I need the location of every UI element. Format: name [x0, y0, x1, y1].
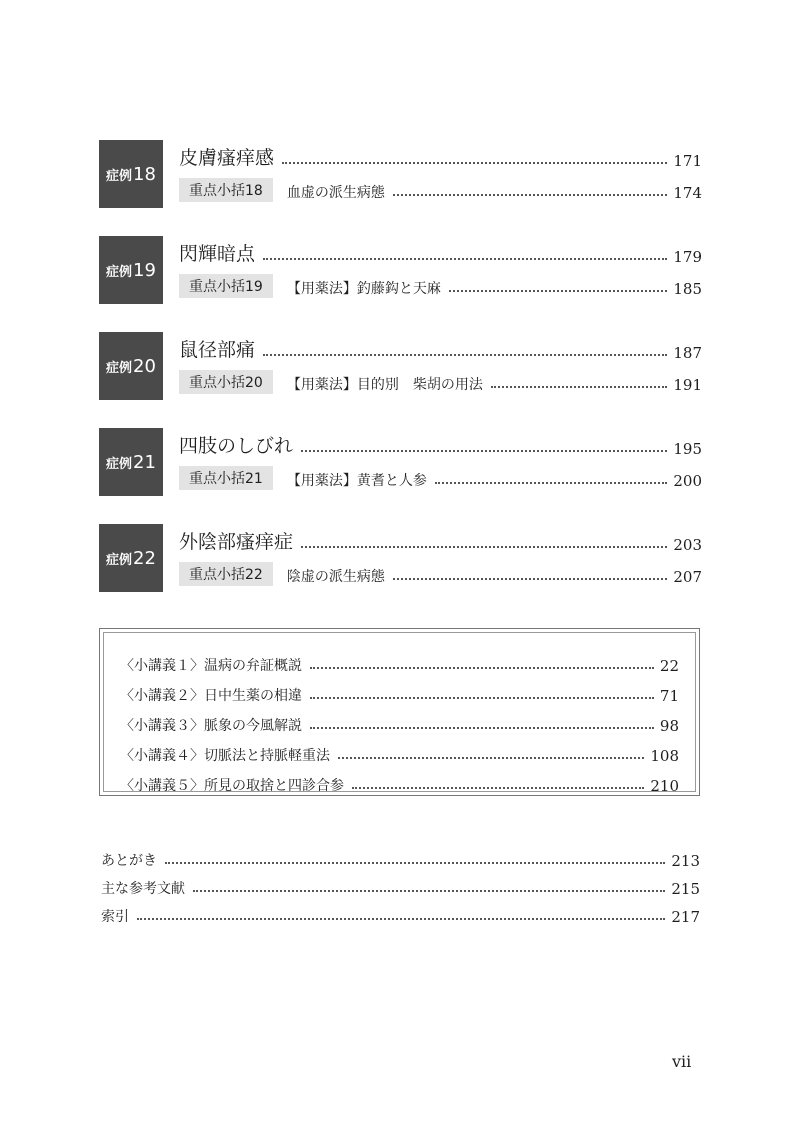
- page-number: 210: [650, 777, 679, 795]
- case-badge: 症例 22: [99, 524, 163, 592]
- back-matter-entry-references[interactable]: [101, 870, 700, 898]
- leader-dots: [137, 918, 665, 920]
- summary-line[interactable]: [179, 274, 702, 298]
- case-badge: 症例 19: [99, 236, 163, 304]
- summary-tag: 重点小括18: [179, 178, 273, 202]
- page-number: 71: [659, 687, 679, 705]
- summary-line[interactable]: [179, 466, 702, 490]
- lecture-entry-1[interactable]: [120, 645, 679, 675]
- summary-title: 【用薬法】黄耆と人参: [286, 473, 427, 489]
- leader-dots: [435, 482, 668, 484]
- page-number: 215: [671, 880, 700, 898]
- page-number: 174: [673, 184, 702, 202]
- back-matter-list: [101, 842, 700, 926]
- leader-dots: [282, 162, 667, 164]
- case-title-line[interactable]: [179, 332, 702, 362]
- case-badge: 症例 21: [99, 428, 163, 496]
- lecture-title: 〈小講義４〉切脈法と持脈軽重法: [120, 748, 330, 764]
- lecture-title: 〈小講義５〉所見の取捨と四診合参: [120, 778, 344, 794]
- page-number: 179: [673, 248, 702, 266]
- mini-lecture-box-inner: [103, 632, 696, 795]
- back-matter-entry-index[interactable]: [101, 898, 700, 926]
- lecture-title: 〈小講義１〉温病の弁証概説: [120, 658, 302, 674]
- leader-dots: [310, 727, 654, 729]
- leader-dots: [263, 354, 667, 356]
- lecture-title: 〈小講義３〉脈象の今風解説: [120, 718, 302, 734]
- leader-dots: [491, 386, 668, 388]
- page-number: 200: [673, 472, 702, 490]
- summary-tag: 重点小括22: [179, 562, 273, 586]
- leader-dots: [263, 258, 667, 260]
- page-number: 203: [673, 536, 702, 554]
- toc-case-18[interactable]: [99, 140, 702, 208]
- lecture-entry-3[interactable]: [120, 705, 679, 735]
- leader-dots: [393, 194, 668, 196]
- lecture-entry-2[interactable]: [120, 675, 679, 705]
- page-number: 22: [659, 657, 679, 675]
- page-number: 98: [659, 717, 679, 735]
- page-number: 191: [673, 376, 702, 394]
- case-title: 四肢のしびれ: [179, 435, 294, 457]
- summary-title: 陰虚の派生病態: [286, 569, 385, 585]
- back-matter-title: あとがき: [101, 853, 157, 869]
- case-title: 外陰部瘙痒症: [179, 531, 294, 553]
- page-number: 217: [671, 908, 700, 926]
- case-title-line[interactable]: [179, 524, 702, 554]
- summary-line[interactable]: [179, 178, 702, 202]
- page-number: 213: [671, 852, 700, 870]
- case-title: 閃輝暗点: [179, 243, 256, 265]
- page-number: 207: [673, 568, 702, 586]
- summary-title: 【用薬法】釣藤鈎と天麻: [286, 281, 441, 297]
- summary-title: 【用薬法】目的別 柴胡の用法: [286, 377, 483, 393]
- toc-case-19[interactable]: [99, 236, 702, 304]
- leader-dots: [393, 578, 668, 580]
- case-title-line[interactable]: [179, 236, 702, 266]
- leader-dots: [193, 890, 665, 892]
- mini-lecture-box: [99, 628, 700, 796]
- leader-dots: [301, 450, 667, 452]
- page-number: 171: [673, 152, 702, 170]
- page-number: 108: [650, 747, 679, 765]
- back-matter-title: 主な参考文献: [101, 881, 185, 897]
- summary-tag: 重点小括20: [179, 370, 273, 394]
- leader-dots: [310, 667, 654, 669]
- case-title: 鼠径部痛: [179, 339, 256, 361]
- leader-dots: [352, 787, 644, 789]
- leader-dots: [301, 546, 667, 548]
- case-title-line[interactable]: [179, 428, 702, 458]
- lecture-entry-5[interactable]: [120, 765, 679, 795]
- leader-dots: [449, 290, 668, 292]
- toc-case-22[interactable]: [99, 524, 702, 592]
- lecture-title: 〈小講義２〉日中生薬の相違: [120, 688, 302, 704]
- leader-dots: [338, 757, 644, 759]
- toc-case-20[interactable]: [99, 332, 702, 400]
- case-badge: 症例 20: [99, 332, 163, 400]
- back-matter-title: 索引: [101, 909, 129, 925]
- summary-tag: 重点小括21: [179, 466, 273, 490]
- leader-dots: [165, 862, 665, 864]
- page-folio: vii: [672, 1052, 692, 1071]
- summary-line[interactable]: [179, 370, 702, 394]
- leader-dots: [310, 697, 654, 699]
- case-badge: 症例 18: [99, 140, 163, 208]
- summary-tag: 重点小括19: [179, 274, 273, 298]
- lecture-entry-4[interactable]: [120, 735, 679, 765]
- back-matter-entry-afterword[interactable]: [101, 842, 700, 870]
- summary-line[interactable]: [179, 562, 702, 586]
- toc-case-21[interactable]: [99, 428, 702, 496]
- case-title-line[interactable]: [179, 140, 702, 170]
- page-number: 187: [673, 344, 702, 362]
- case-title: 皮膚瘙痒感: [179, 147, 275, 169]
- summary-title: 血虚の派生病態: [286, 185, 385, 201]
- page-number: 195: [673, 440, 702, 458]
- page-number: 185: [673, 280, 702, 298]
